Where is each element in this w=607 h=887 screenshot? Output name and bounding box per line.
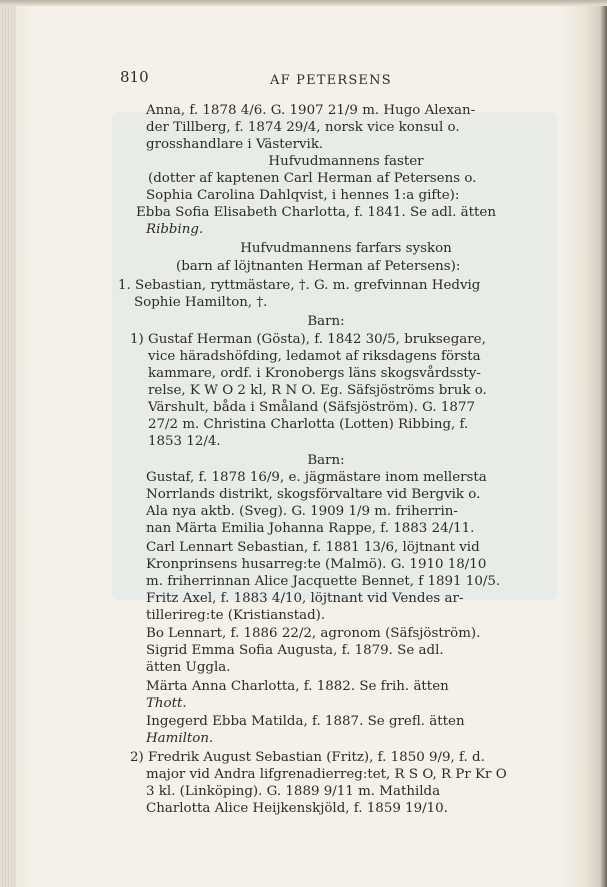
text-line: Sophie Hamilton, †. (134, 295, 268, 310)
text-line: Sophia Carolina Dahlqvist, i hennes 1:a gifte): (146, 188, 460, 203)
text-line: Carl Lennart Sebastian, f. 1881 13/6, löjtnant vid (146, 540, 480, 555)
text-line: (barn af löjtnanten Herman af Petersens): (176, 259, 461, 274)
text-line: Ebba Sofia Elisabeth Charlotta, f. 1841. Se adl. ätten (136, 205, 496, 220)
text-line: ätten Uggla. (146, 660, 231, 675)
text-line: Kronprinsens husarreg:te (Malmö). G. 1910 18/10 (146, 557, 487, 572)
text-line: Norrlands distrikt, skogsförvaltare vid Bergvik o. (146, 487, 481, 502)
text-line: Hamilton. (146, 731, 214, 746)
text-line: (dotter af kaptenen Carl Herman af Petersens o. (148, 171, 477, 186)
text-line: Thott. (146, 696, 187, 711)
text-line: Gustaf, f. 1878 16/9, e. jägmästare inom mellersta (146, 470, 487, 485)
text-line: Värshult, båda i Småland (Säfsjöström). G. 1877 (148, 400, 475, 415)
text-line: Charlotta Alice Heijkenskjöld, f. 1859 19/10. (146, 801, 448, 816)
text-line: relse, K W O 2 kl, R N O. Eg. Säfsjöströms bruk o. (148, 383, 487, 398)
text-line: grosshandlare i Västervik. (146, 137, 324, 152)
page-number: 810 (120, 68, 149, 86)
text-line: Märta Anna Charlotta, f. 1882. Se frih. ätten (146, 679, 449, 694)
text-line: 1. Sebastian, ryttmästare, †. G. m. grefvinnan Hedvig (118, 278, 481, 293)
section-heading: Barn: (307, 453, 345, 468)
text-line: Bo Lennart, f. 1886 22/2, agronom (Säfsjöström). (146, 626, 481, 641)
text-line: Ala nya aktb. (Sveg). G. 1909 1/9 m. friherrin- (146, 504, 458, 519)
running-title: AF PETERSENS (270, 73, 392, 88)
text-line: vice häradshöfding, ledamot af riksdagens första (148, 349, 481, 364)
text-line: nan Märta Emilia Johanna Rappe, f. 1883 24/11. (146, 521, 475, 536)
text-line: 1853 12/4. (148, 434, 221, 449)
text-line: 27/2 m. Christina Charlotta (Lotten) Ribbing, f. (148, 417, 469, 432)
text-line: 2) Fredrik August Sebastian (Fritz), f. 1850 9/9, f. d. (130, 750, 485, 765)
text-line: kammare, ordf. i Kronobergs läns skogsvårdssty- (148, 366, 481, 381)
section-heading: Hufvudmannens faster (268, 154, 424, 169)
text-line: Ribbing. (146, 222, 204, 237)
text-line: tillerireg:te (Kristianstad). (146, 608, 326, 623)
text-line: Sigrid Emma Sofia Augusta, f. 1879. Se adl. (146, 643, 444, 658)
section-heading: Hufvudmannens farfars syskon (240, 241, 452, 256)
text-line: 3 kl. (Linköping). G. 1889 9/11 m. Mathilda (146, 784, 441, 799)
text-line: der Tillberg, f. 1874 29/4, norsk vice konsul o. (146, 120, 460, 135)
text-line: major vid Andra lifgrenadierreg:tet, R S O, R Pr Kr O (146, 767, 507, 782)
text-line: Anna, f. 1878 4/6. G. 1907 21/9 m. Hugo Alexan- (146, 103, 476, 118)
text-line: Ingegerd Ebba Matilda, f. 1887. Se grefl. ätten (146, 714, 465, 729)
text-line: m. friherrinnan Alice Jacquette Bennet, f 1891 10/5. (146, 574, 501, 589)
section-heading: Barn: (307, 314, 345, 329)
text-line: Fritz Axel, f. 1883 4/10, löjtnant vid Vendes ar- (146, 591, 464, 606)
text-line: 1) Gustaf Herman (Gösta), f. 1842 30/5, bruksegare, (130, 332, 486, 347)
